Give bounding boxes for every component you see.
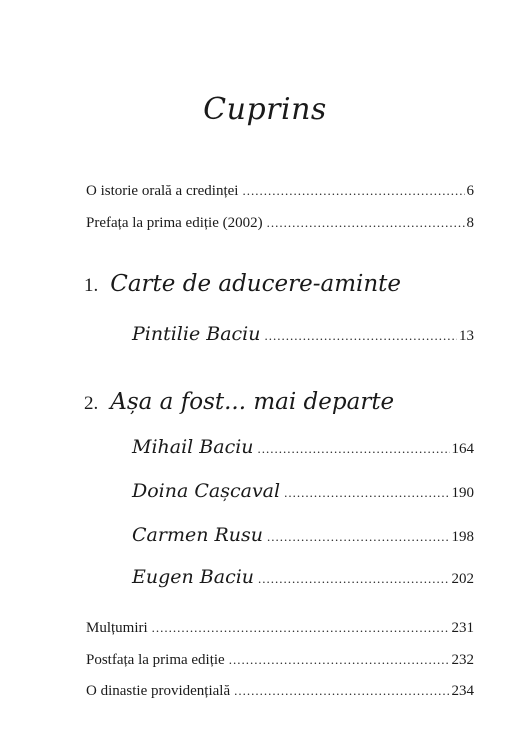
toc-entry-page: 198 [451, 529, 474, 545]
toc-entry-oral-history[interactable] [86, 183, 474, 200]
toc-entry-pintilie-baciu[interactable] [132, 323, 474, 345]
toc-entry-title: Mulțumiri [86, 620, 148, 636]
section-title: Așa a fost... mai departe [110, 389, 395, 415]
toc-entry-page: 13 [459, 328, 474, 344]
page-title: Cuprins [203, 92, 327, 127]
dot-leader [258, 571, 449, 587]
toc-entry-title: Postfața la prima ediție [86, 652, 225, 668]
toc-entry-title: Eugen Baciu [132, 566, 255, 588]
toc-entry-page: 190 [451, 485, 474, 501]
toc-section-1[interactable] [84, 271, 401, 297]
toc-entry-page: 234 [451, 683, 474, 699]
toc-entry-page: 202 [451, 571, 474, 587]
section-number: 2. [84, 393, 99, 414]
toc-entry-preface[interactable] [86, 215, 474, 232]
section-number: 1. [84, 275, 99, 296]
dot-leader [284, 485, 449, 501]
toc-entry-title: O istorie orală a credinței [86, 183, 239, 199]
toc-entry-page: 164 [451, 441, 474, 457]
toc-section-2[interactable] [84, 389, 394, 415]
toc-entry-multumiri[interactable] [86, 620, 474, 637]
toc-entry-eugen-baciu[interactable] [132, 566, 474, 588]
toc-entry-title: Pintilie Baciu [132, 323, 261, 345]
toc-entry-page: 8 [466, 215, 474, 231]
toc-entry-carmen-rusu[interactable] [132, 524, 474, 546]
section-title: Carte de aducere-aminte [110, 271, 402, 297]
toc-entry-page: 231 [451, 620, 474, 636]
dot-leader [258, 441, 450, 457]
dot-leader [267, 215, 465, 231]
dot-leader [229, 652, 450, 668]
toc-entry-title: O dinastie providențială [86, 683, 231, 699]
toc-entry-title: Carmen Rusu [132, 524, 264, 546]
toc-entry-mihail-baciu[interactable] [132, 436, 474, 458]
dot-leader [265, 328, 458, 344]
toc-entry-page: 232 [451, 652, 474, 668]
toc-entry-postfata[interactable] [86, 652, 474, 669]
toc-entry-title: Prefața la prima ediție (2002) [86, 215, 263, 231]
toc-entry-title: Mihail Baciu [132, 436, 254, 458]
toc-entry-title: Doina Cașcaval [132, 480, 281, 502]
dot-leader [267, 529, 449, 545]
dot-leader [234, 683, 449, 699]
toc-entry-doina-cascaval[interactable] [132, 480, 474, 502]
toc-entry-dinastie[interactable] [86, 683, 474, 700]
dot-leader [242, 183, 464, 199]
dot-leader [152, 620, 450, 636]
toc-entry-page: 6 [466, 183, 474, 199]
